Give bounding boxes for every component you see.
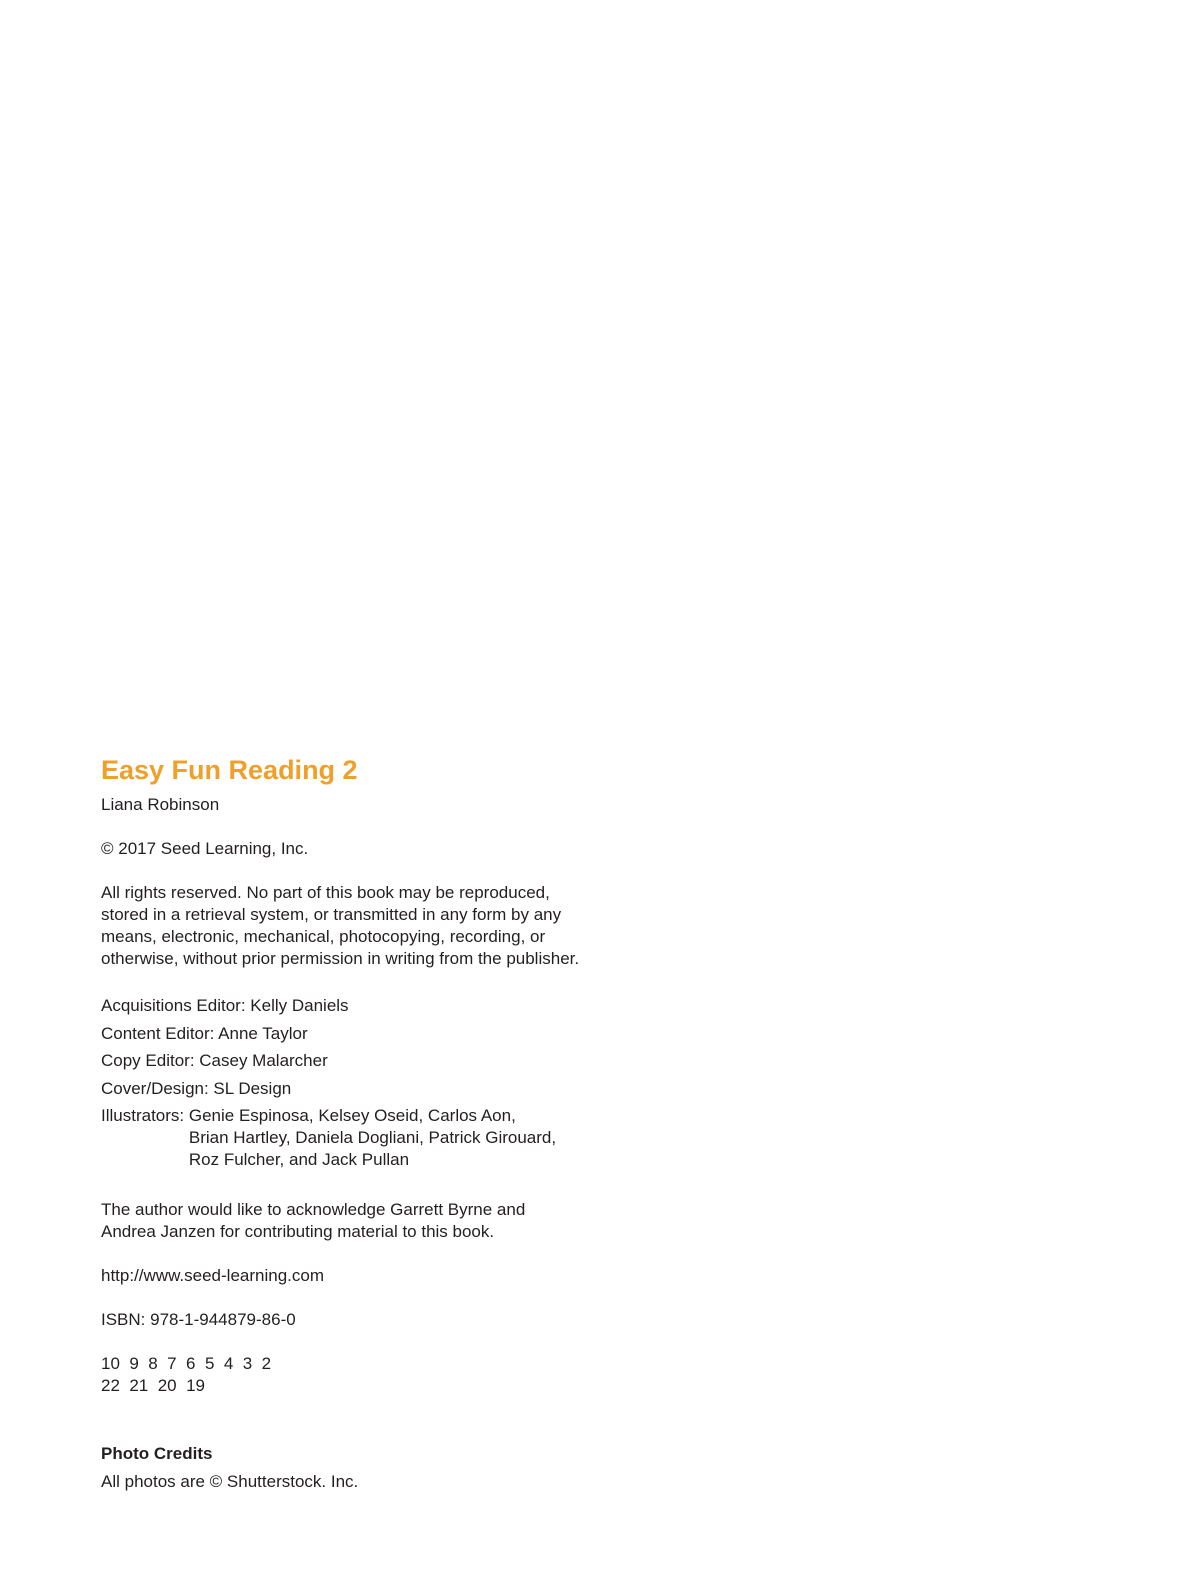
website-url: http://www.seed-learning.com: [101, 1266, 324, 1285]
illustrators-label: Illustrators:: [101, 1106, 189, 1125]
illustrators-credit: [101, 1105, 801, 1171]
acknowledgement-line: Andrea Janzen for contributing material to this book.: [101, 1222, 495, 1241]
rights-line: stored in a retrieval system, or transmitted in any form by any: [101, 905, 562, 924]
cover-design: Cover/Design: SL Design: [101, 1078, 292, 1098]
print-numbers: [101, 1353, 801, 1397]
photo-credits-heading: Photo Credits: [101, 1444, 213, 1463]
print-number-line: 10 9 8 7 6 5 4 3 2: [101, 1354, 272, 1373]
rights-statement: [101, 882, 801, 970]
illustrators-line: Genie Espinosa, Kelsey Oseid, Carlos Aon,: [188, 1106, 516, 1125]
illustrators-line: Brian Hartley, Daniela Dogliani, Patrick Girouard,: [188, 1128, 557, 1147]
illustrators-names: [189, 1105, 556, 1171]
book-title: Easy Fun Reading 2: [101, 755, 358, 785]
content-editor: Content Editor: Anne Taylor: [101, 1023, 308, 1043]
rights-line: otherwise, without prior permission in writing from the publisher.: [101, 949, 580, 968]
copyright-notice: © 2017 Seed Learning, Inc.: [101, 839, 309, 858]
copyright-page: [101, 752, 801, 1495]
illustrators-line: Roz Fulcher, and Jack Pullan: [188, 1150, 410, 1169]
rights-line: means, electronic, mechanical, photocopying, recording, or: [101, 927, 546, 946]
author-name: Liana Robinson: [101, 795, 220, 814]
acquisitions-editor: Acquisitions Editor: Kelly Daniels: [101, 996, 349, 1015]
copy-editor: Copy Editor: Casey Malarcher: [101, 1051, 328, 1070]
editorial-credits: [101, 992, 801, 1171]
acknowledgement: [101, 1199, 801, 1243]
isbn: ISBN: 978-1-944879-86-0: [101, 1310, 296, 1329]
photo-credits-text: All photos are © Shutterstock. Inc.: [101, 1472, 359, 1491]
acknowledgement-line: The author would like to acknowledge Garrett Byrne and: [101, 1200, 526, 1219]
print-number-line: 22 21 20 19: [101, 1376, 205, 1395]
rights-line: All rights reserved. No part of this book may be reproduced,: [101, 883, 550, 902]
